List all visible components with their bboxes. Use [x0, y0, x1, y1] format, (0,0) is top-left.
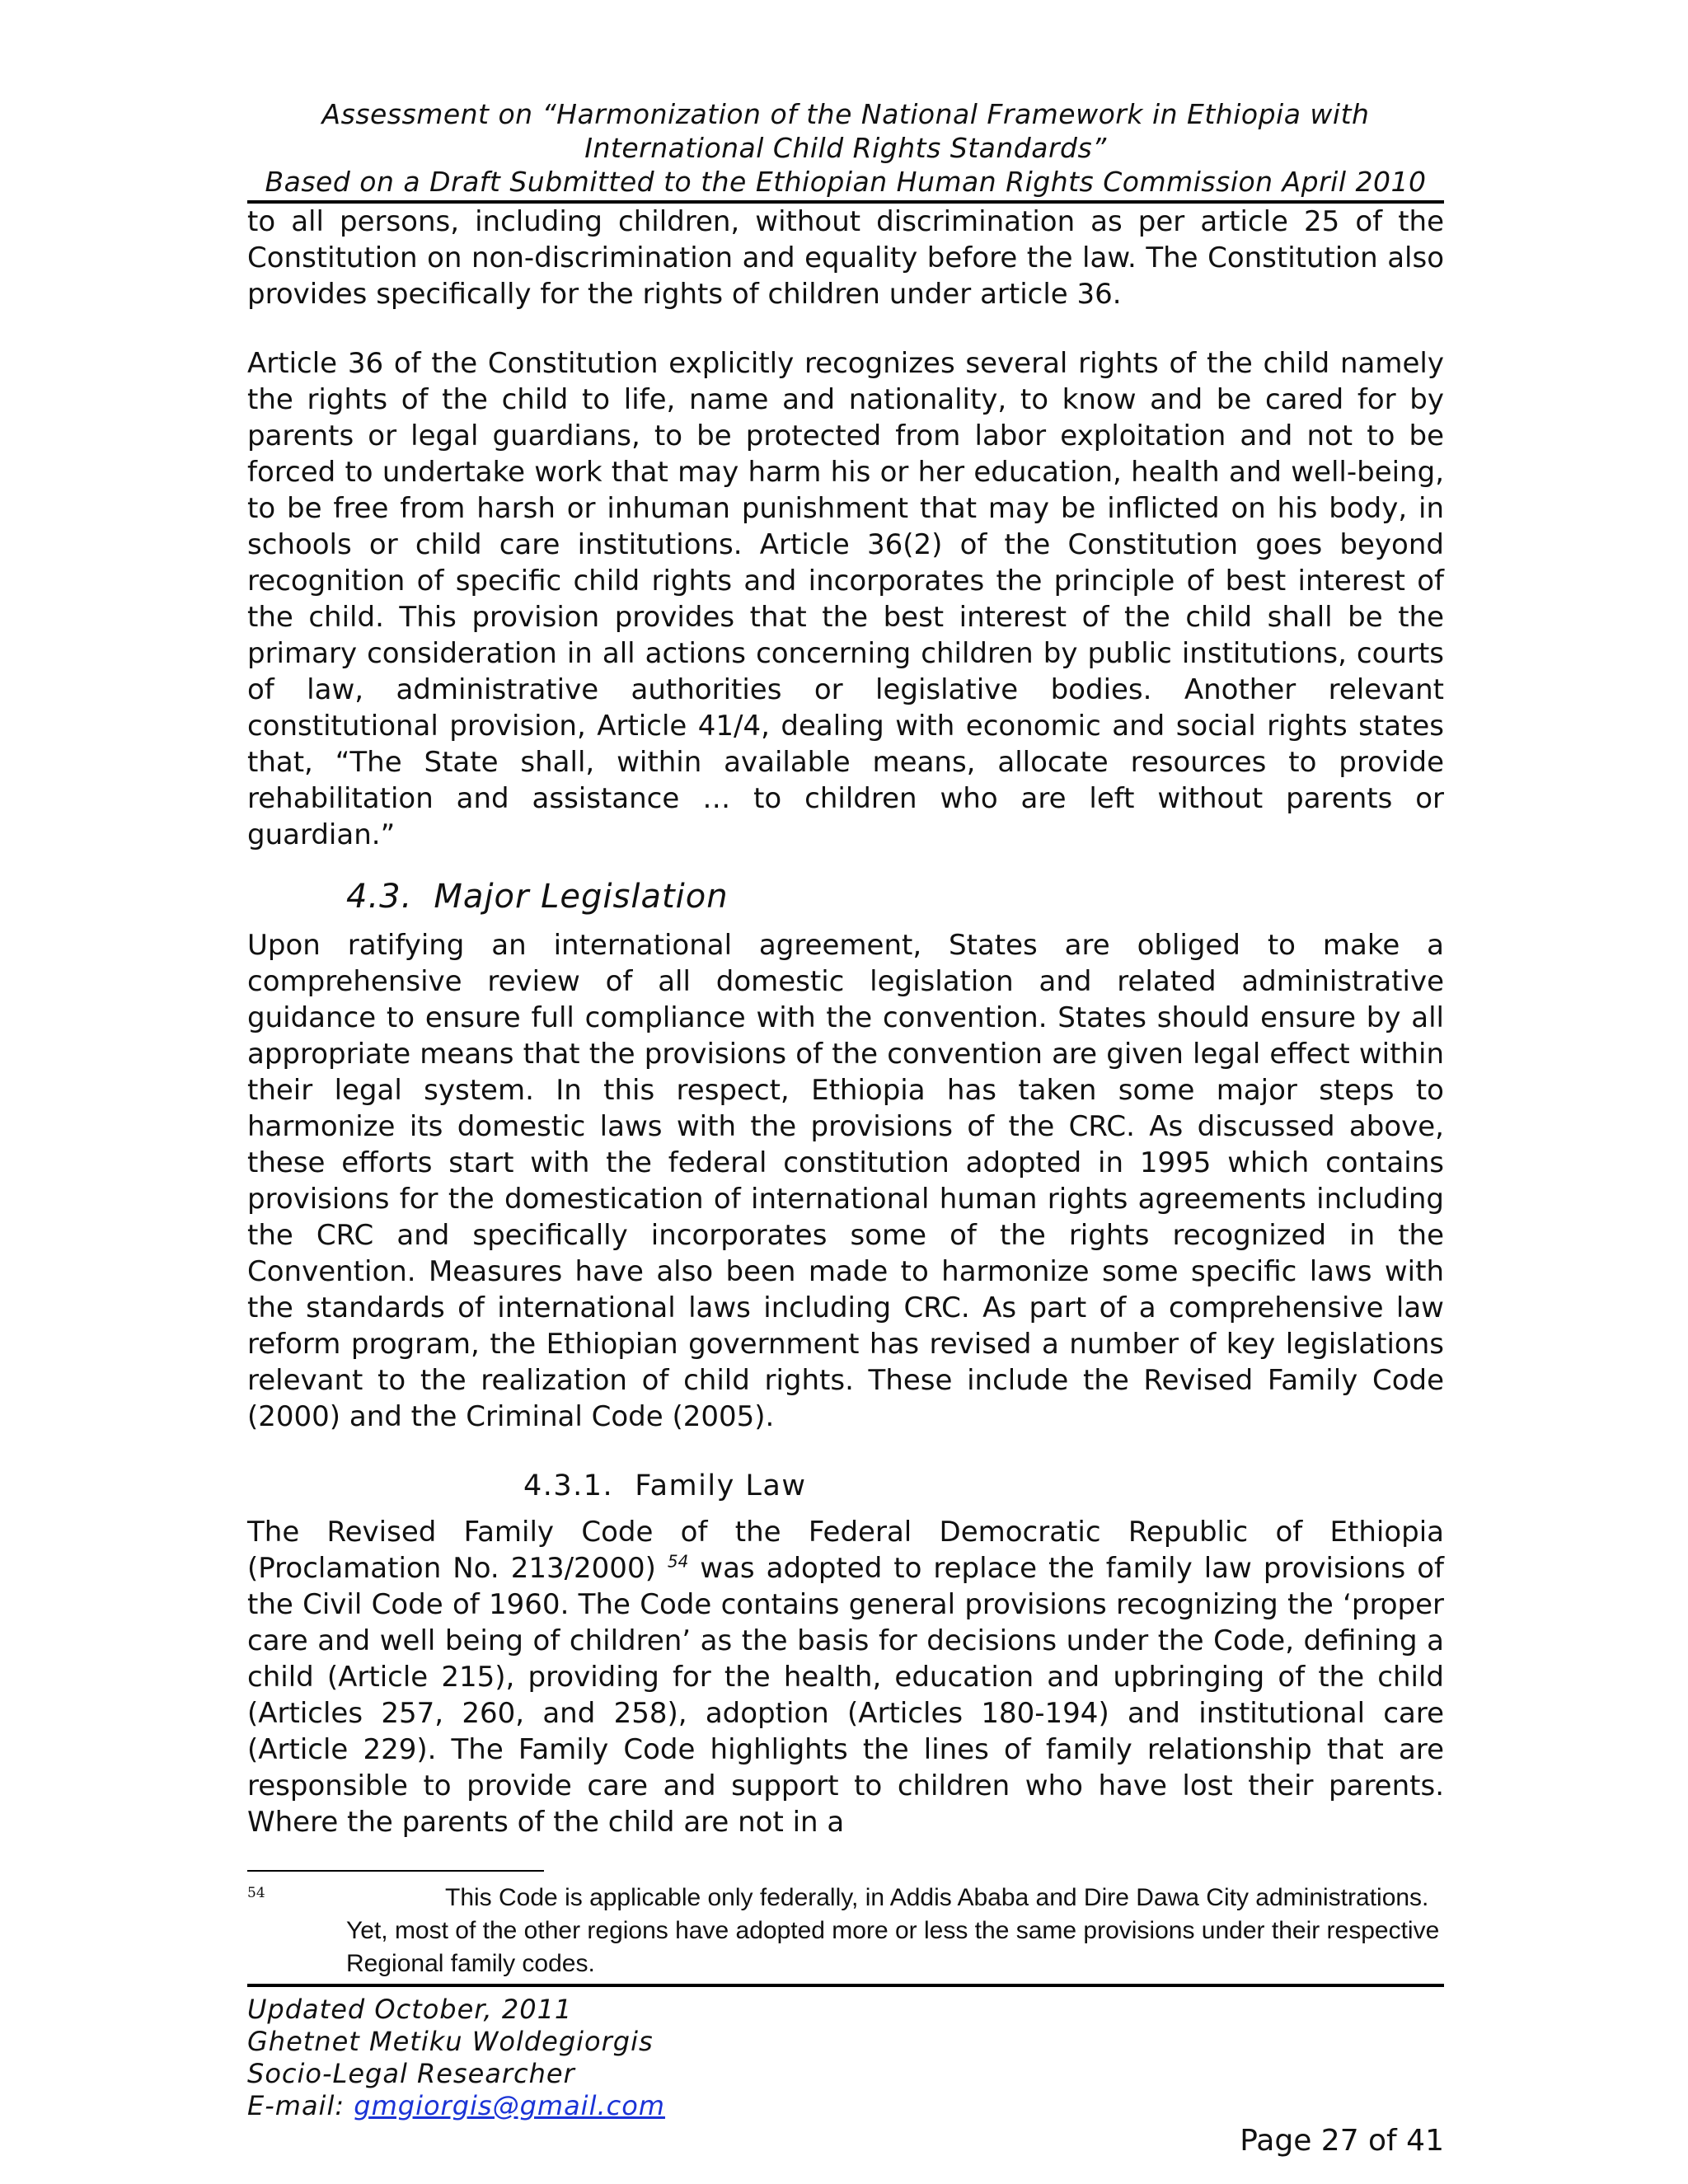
footnote-separator: [247, 1870, 544, 1872]
paragraph-constitution-nondiscrimination: to all persons, including children, without discrimination as per article 25 of the Constitution on non-discrimination and equality before the law. The Constitution also provides specifically for the rights of children under article 36.: [247, 205, 1444, 311]
page-number: Page 27 of 41: [1240, 2124, 1444, 2158]
document-page: [247, 97, 1444, 2158]
footer-email-line: [247, 2090, 1444, 2122]
subsection-title: Family Law: [635, 1469, 807, 1502]
subsection-number: 4.3.1.: [523, 1469, 614, 1502]
family-code-text-start: The Revised Family Code of the Federal Democratic Republic of Ethiopia (Proclamation No. 213/2000): [247, 1516, 1444, 1585]
paragraph-article-36: Article 36 of the Constitution explicitly recognizes several rights of the child namely the rights of the child to life, name and nationality, to know and be cared for by parents or legal guardians, to be protected from labor exploitation and not to be forced to undertake work that may harm his or her education, health and well-being, to be free from harsh or inhuman punishment that may be inflicted on his body, in schools or child care institutions. Article 36(2) of the Constitution goes beyond recognition of specific child rights and incorporates the principle of best interest of the child. This provision provides that the best interest of the child shall be the primary consideration in all actions concerning children by public institutions, courts of law, administrative authorities or legislative bodies. Another relevant constitutional provision, Article 41/4, dealing with economic and social rights states that, “The State shall, within available means, allocate resources to provide rehabilitation and assistance … to children who are left without parents or guardian.”: [247, 347, 1444, 851]
running-header: [247, 97, 1444, 204]
section-heading-major-legislation: [346, 876, 1444, 917]
footer-separator: [247, 1984, 1444, 1987]
header-line-2: International Child Rights Standards”: [584, 132, 1107, 164]
subsection-heading-family-law: [523, 1468, 1444, 1504]
footer-email-label: E-mail:: [247, 2090, 354, 2121]
footer-email-link[interactable]: gmgiorgis@gmail.com: [354, 2090, 665, 2121]
header-line-3: Based on a Draft Submitted to the Ethiopian Human Rights Commission April 2010: [265, 166, 1427, 198]
footnote-number: 54: [247, 1885, 265, 1901]
footer-role: Socio-Legal Researcher: [247, 2058, 575, 2089]
header-line-1: Assessment on “Harmonization of the National Framework in Ethiopia with: [321, 98, 1370, 130]
footnote-text: This Code is applicable only federally, in Addis Ababa and Dire Dawa City administrations. Yet, most of the other regions have adopted more or less the same provisions under their respective Regional family codes.: [346, 1884, 1440, 1977]
footer-author: Ghetnet Metiku Woldegiorgis: [247, 2026, 654, 2057]
family-code-text-rest: was adopted to replace the family law provisions of the Civil Code of 1960. The Code contains general provisions recognizing the ‘proper care and well being of children’ as the basis for decisions under the Code, defining a child (Article 215), providing for the health, education and upbringing of the child (Articles 257, 260, and 258), adoption (Articles 180-194) and institutional care (Article 229). The Family Code highlights the lines of family relationship that are responsible to provide care and support to children who have lost their parents. Where the parents of the child are not in a: [247, 1552, 1444, 1839]
footer-updated: Updated October, 2011: [247, 1994, 573, 2025]
footnote-reference-54[interactable]: 54: [667, 1551, 689, 1572]
paragraph-family-code: [247, 1514, 1444, 1840]
running-footer: [247, 1994, 1444, 2122]
paragraph-major-legislation: Upon ratifying an international agreement, States are obliged to make a comprehensive review of all domestic legislation and related administrative guidance to ensure full compliance with the convention. States should ensure by all appropriate means that the provisions of the convention are given legal effect within their legal system. In this respect, Ethiopia has taken some major steps to harmonize its domestic laws with the provisions of the CRC. As discussed above, these efforts start with the federal constitution adopted in 1995 which contains provisions for the domestication of international human rights agreements including the CRC and specifically incorporates some of the rights recognized in the Convention. Measures have also been made to harmonize some specific laws with the standards of international laws including CRC. As part of a comprehensive law reform program, the Ethiopian government has revised a number of key legislations relevant to the realization of child rights. These include the Revised Family Code (2000) and the Criminal Code (2005).: [247, 929, 1444, 1433]
footnote-54: [247, 1882, 1444, 1980]
section-title: Major Legislation: [434, 878, 729, 916]
section-number: 4.3.: [346, 878, 413, 916]
